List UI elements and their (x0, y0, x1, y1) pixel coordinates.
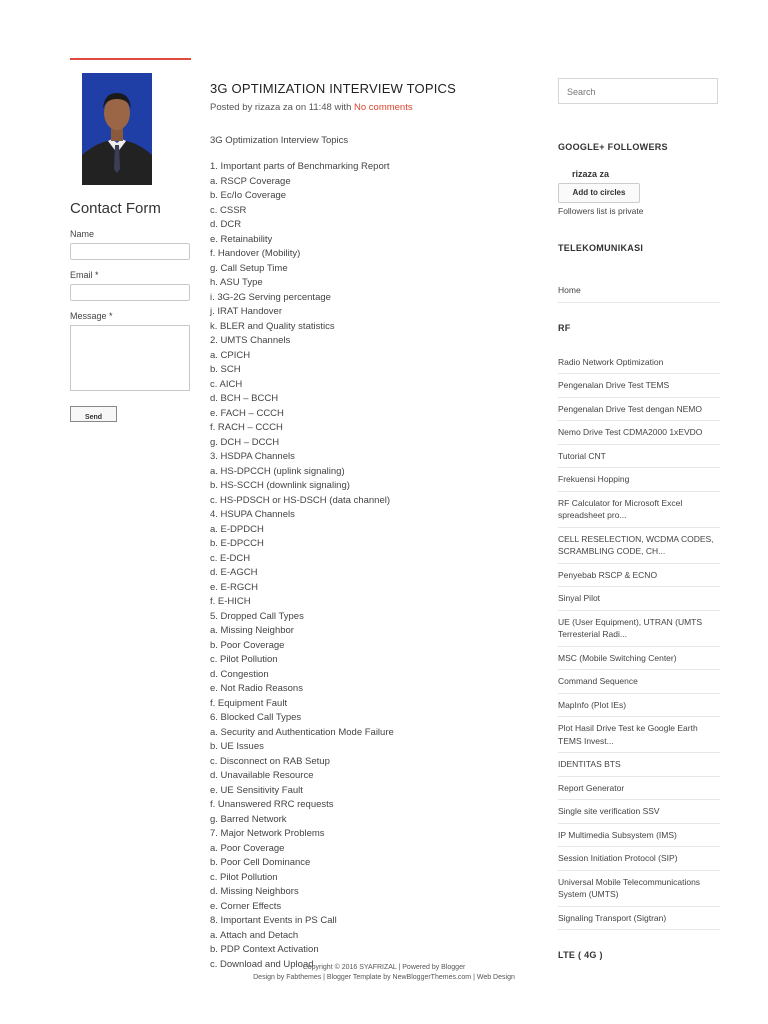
sidebar-link[interactable]: Single site verification SSV (558, 800, 720, 824)
post-title[interactable]: 3G OPTIMIZATION INTERVIEW TOPICS (210, 81, 456, 96)
topic-item: b. Poor Coverage (210, 639, 285, 651)
footer (0, 963, 768, 983)
topic-item: b. E-DPCCH (210, 538, 264, 549)
topic-item: d. Missing Neighbors (210, 886, 299, 897)
contact-form-title: Contact Form (70, 200, 161, 217)
post-meta: Posted by rizaza za on 11:48 with No comments (210, 102, 413, 113)
topic-item: 6. Blocked Call Types (210, 712, 302, 723)
sidebar-link[interactable]: Plot Hasil Drive Test ke Google Earth TEMS Invest... (558, 717, 720, 753)
add-to-circles-button[interactable]: Add to circles (558, 183, 640, 203)
topic-item: 1. Important parts of Benchmarking Report (210, 161, 390, 172)
post-intro: 3G Optimization Interview Topics (210, 135, 349, 146)
sidebar-link[interactable]: Pengenalan Drive Test TEMS (558, 374, 720, 398)
topic-item: c. Download and Upload (210, 958, 314, 970)
sidebar (558, 78, 720, 960)
topic-item: a. HS-DPCCH (uplink signaling) (210, 465, 345, 477)
sidebar-link[interactable]: Frekuensi Hopping (558, 468, 720, 492)
topic-item: j. IRAT Handover (210, 306, 282, 317)
topic-item: e. E-RGCH (210, 581, 259, 593)
topic-item: b. UE Issues (210, 741, 264, 752)
topic-item: c. AICH (210, 378, 243, 390)
message-field[interactable] (70, 325, 190, 391)
topic-item: b. HS-SCCH (downlink signaling) (210, 480, 350, 491)
sidebar-link[interactable]: Radio Network Optimization (558, 351, 720, 375)
sidebar-link[interactable]: Command Sequence (558, 670, 720, 694)
footer-copyright: Copyright © 2016 SYAFRIZAL | Powered by Blogger (302, 964, 466, 971)
sidebar-link[interactable]: Universal Mobile Telecommunications System (UMTS) (558, 871, 720, 907)
topic-item: e. Not Radio Reasons (210, 683, 303, 694)
topic-item: 3. HSDPA Channels (210, 451, 295, 462)
topic-item: d. BCH – BCCH (210, 393, 279, 404)
topic-item: f. Unanswered RRC requests (210, 799, 334, 810)
topic-item: a. CPICH (210, 349, 251, 361)
email-field[interactable] (70, 284, 190, 301)
sidebar-link[interactable]: MapInfo (Plot IEs) (558, 694, 720, 718)
topic-item: f. Equipment Fault (210, 697, 288, 709)
header-accent-line (70, 58, 191, 60)
sidebar-link[interactable]: IDENTITAS BTS (558, 753, 720, 777)
footer-credits: Design by Fabthemes | Blogger Template by NewBloggerThemes.com | Web Design (253, 974, 515, 981)
sidebar-link[interactable]: MSC (Mobile Switching Center) (558, 647, 720, 671)
topic-item: b. Ec/Io Coverage (210, 190, 287, 201)
name-label: Name (70, 229, 95, 239)
topic-item: c. Disconnect on RAB Setup (210, 755, 330, 767)
topic-item: b. SCH (210, 364, 241, 375)
topic-item: d. Unavailable Resource (210, 770, 314, 781)
topic-item: 2. UMTS Channels (210, 335, 291, 346)
topic-item: f. Handover (Mobility) (210, 248, 301, 259)
comments-link[interactable]: No comments (354, 102, 413, 113)
lte-heading: LTE ( 4G ) (558, 950, 603, 960)
sidebar-link[interactable]: Pengenalan Drive Test dengan NEMO (558, 398, 720, 422)
sidebar-link[interactable]: Home (558, 279, 720, 303)
topic-item: g. Barred Network (210, 813, 287, 825)
topic-item: b. Poor Cell Dominance (210, 857, 311, 868)
topic-item: e. Retainability (210, 233, 273, 245)
topic-item: d. Congestion (210, 668, 269, 680)
topic-item: k. BLER and Quality statistics (210, 320, 335, 332)
follower-name[interactable]: rizaza za (572, 169, 610, 179)
topic-item: 7. Major Network Problems (210, 828, 325, 839)
sidebar-link[interactable]: IP Multimedia Subsystem (IMS) (558, 824, 720, 848)
topic-item: a. Poor Coverage (210, 842, 285, 854)
topic-item: a. Missing Neighbor (210, 625, 294, 636)
topic-item: f. E-HICH (210, 596, 251, 607)
topic-item: 5. Dropped Call Types (210, 610, 304, 622)
sidebar-link[interactable]: UE (User Equipment), UTRAN (UMTS Terresterial Radi... (558, 611, 720, 647)
topic-item: 4. HSUPA Channels (210, 509, 295, 520)
profile-photo (82, 73, 152, 185)
rf-heading: RF (558, 322, 571, 333)
sidebar-link[interactable]: Penyebab RSCP & ECNO (558, 564, 720, 588)
topic-item: e. UE Sensitivity Fault (210, 784, 303, 796)
topic-item: h. ASU Type (210, 277, 263, 288)
topic-item: a. E-DPDCH (210, 523, 264, 535)
sidebar-link[interactable]: Session Initiation Protocol (SIP) (558, 847, 720, 871)
message-label: Message * (70, 311, 113, 321)
topic-item: c. Pilot Pollution (210, 654, 278, 665)
search-input[interactable]: Search (558, 78, 718, 104)
send-button[interactable]: Send (70, 406, 117, 422)
rf-links (558, 351, 720, 931)
sidebar-link[interactable]: CELL RESELECTION, WCDMA CODES, SCRAMBLING CODE, CH... (558, 528, 720, 564)
topic-item: d. DCR (210, 219, 242, 230)
topic-item: g. Call Setup Time (210, 262, 288, 274)
topic-item: b. PDP Context Activation (210, 944, 319, 955)
topic-item: g. DCH – DCCH (210, 436, 280, 448)
topic-item: f. RACH – CCCH (210, 422, 283, 433)
name-field[interactable] (70, 243, 190, 260)
sidebar-link[interactable]: Report Generator (558, 777, 720, 801)
telekom-links (558, 279, 720, 303)
topic-item: i. 3G-2G Serving percentage (210, 291, 331, 303)
topic-item: c. HS-PDSCH or HS-DSCH (data channel) (210, 494, 391, 506)
followers-heading: GOOGLE+ FOLLOWERS (558, 142, 668, 152)
topic-item: 8. Important Events in PS Call (210, 915, 337, 926)
sidebar-link[interactable]: Sinyal Pilot (558, 587, 720, 611)
sidebar-link[interactable]: Tutorial CNT (558, 445, 720, 469)
topic-item: a. Attach and Detach (210, 929, 299, 941)
topic-item: e. FACH – CCCH (210, 407, 284, 419)
topic-item: a. RSCP Coverage (210, 175, 291, 187)
topic-item: e. Corner Effects (210, 900, 282, 912)
sidebar-link[interactable]: Nemo Drive Test CDMA2000 1xEVDO (558, 421, 720, 445)
topic-item: c. E-DCH (210, 552, 251, 564)
sidebar-link[interactable]: Signaling Transport (Sigtran) (558, 907, 720, 931)
contact-form (70, 200, 192, 422)
topic-item: c. CSSR (210, 204, 247, 216)
topic-item: d. E-AGCH (210, 567, 258, 578)
topic-item: a. Security and Authentication Mode Failure (210, 726, 394, 738)
followers-private-text: Followers list is private (558, 206, 644, 216)
sidebar-link[interactable]: RF Calculator for Microsoft Excel spreadsheet pro... (558, 492, 720, 528)
telekom-heading: TELEKOMUNIKASI (558, 243, 644, 253)
email-label: Email * (70, 270, 99, 280)
topic-item: c. Pilot Pollution (210, 871, 278, 883)
